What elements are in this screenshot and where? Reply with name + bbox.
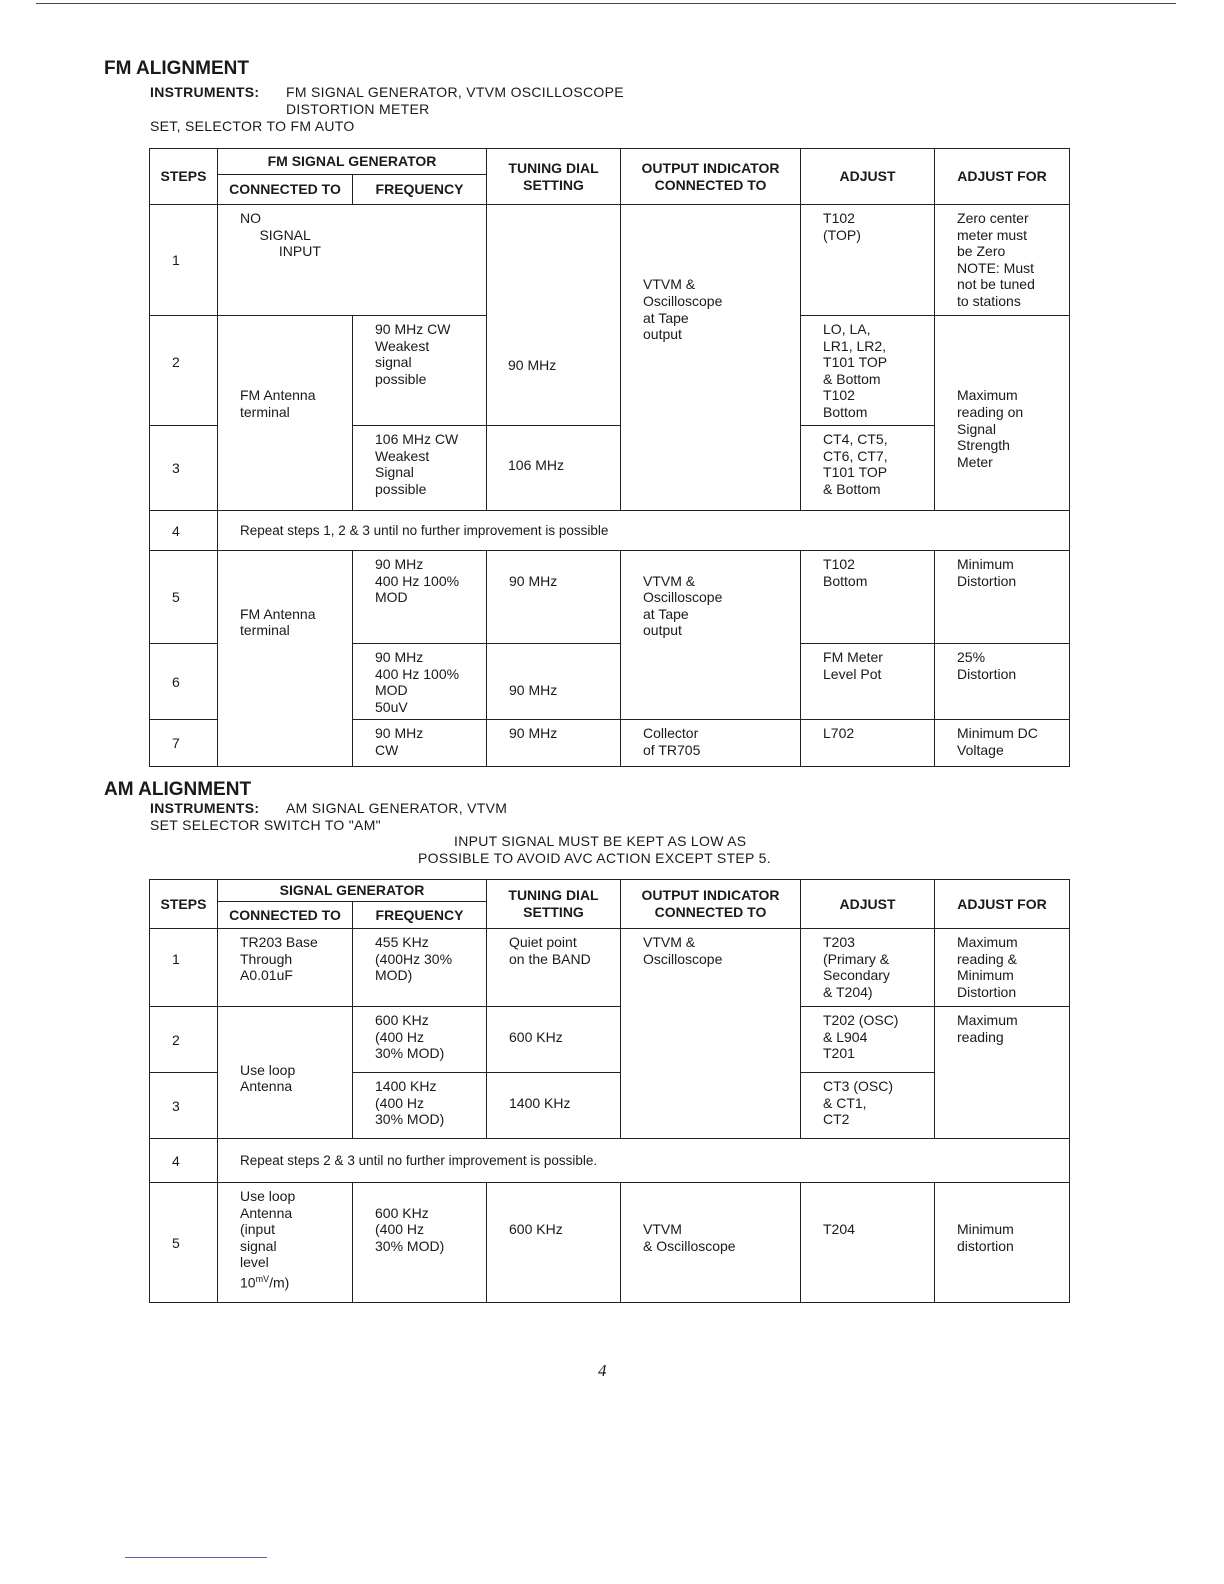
am-step-2-adjust-for: Maximum reading [957,1012,1018,1045]
am-steps-1-3-output: VTVM & Oscilloscope [643,934,723,967]
am-header-output: OUTPUT INDICATOR CONNECTED TO [621,880,801,929]
fm-header-adjust: ADJUST [801,149,935,205]
am-step-5-adjust: T204 [823,1221,855,1238]
am-step-2-frequency: 600 KHz (400 Hz 30% MOD) [375,1012,445,1062]
fm-header-steps: STEPS [150,149,218,205]
am-header-connected-to: CONNECTED TO [218,902,353,929]
am-alignment-table [149,879,1070,1303]
fm-steps-1-3-output: VTVM & Oscilloscope at Tape output [643,276,723,343]
am-step-3-adjust: CT3 (OSC) & CT1, CT2 [823,1078,893,1128]
am-step-1-adjust-for: Maximum reading & Minimum Distortion [957,934,1018,1000]
table-row [150,551,1070,644]
fm-step-7: 7 [150,720,218,767]
am-header-generator: SIGNAL GENERATOR [218,880,487,902]
fm-step-6-adjust-for: 25% Distortion [957,649,1017,682]
fm-header-tuning: TUNING DIAL SETTING [487,149,621,205]
fm-step-1: 1 [150,205,218,316]
fm-step-7-frequency: 90 MHz CW [375,725,424,758]
fm-step-6: 6 [150,644,218,720]
fm-step-1-signal: NO SIGNAL INPUT [240,210,321,260]
am-instruments-line1: AM SIGNAL GENERATOR, VTVM [286,800,508,816]
fm-instruments-line1: FM SIGNAL GENERATOR, VTVM OSCILLOSCOPE [286,84,624,100]
am-header-adjust-for: ADJUST FOR [935,880,1070,929]
am-step-2: 2 [150,1007,218,1073]
am-step-5-frequency: 600 KHz (400 Hz 30% MOD) [375,1204,445,1254]
fm-step-6-tuning: 90 MHz [509,682,558,699]
table-row [150,1139,1070,1183]
fm-steps-5-7-connected: FM Antenna terminal [240,605,316,639]
am-step-5-unit: mV [255,1273,270,1284]
am-step-5-tail: /m) [269,1274,290,1291]
fm-step-5-tuning: 90 MHz [509,572,558,589]
fm-step-2-adjust: LO, LA, LR1, LR2, T101 TOP & Bottom T102 Bottom [823,321,888,420]
fm-steps-2-3-connected: FM Antenna terminal [240,387,316,420]
fm-header-frequency: FREQUENCY [353,175,487,205]
am-step-4-note: Repeat steps 2 & 3 until no further improvement is possible. [240,1153,598,1168]
am-header-adjust: ADJUST [801,880,935,929]
fm-step-6-adjust: FM Meter Level Pot [823,649,883,682]
am-step-3: 3 [150,1073,218,1139]
fm-step-1-adjust: T102 (TOP) [823,210,861,243]
am-step-3-tuning: 1400 KHz [509,1094,571,1111]
table-row [150,1183,1070,1303]
am-step-1-adjust: T203 (Primary & Secondary & T204) [823,934,890,1000]
fm-header-connected-to: CONNECTED TO [218,175,353,205]
fm-step-7-tuning: 90 MHz [509,725,558,742]
table-row [150,929,1070,1007]
am-step-2-adjust: T202 (OSC) & L904 T201 [823,1012,899,1062]
am-selector-note: SET SELECTOR SWITCH TO "AM" [150,817,381,833]
am-step-1: 1 [150,929,218,1007]
am-step-2-tuning: 600 KHz [509,1028,563,1045]
am-steps-2-3-connected: Use loop Antenna [240,1061,296,1095]
am-step-5-output: VTVM & Oscilloscope [643,1221,736,1254]
am-step-1-connected: TR203 Base Through A0.01uF [240,934,318,984]
fm-step-2-tuning: 90 MHz [508,357,557,373]
am-instruments-label: INSTRUMENTS: [150,800,260,816]
am-header-steps: STEPS [150,880,218,929]
fm-instruments-line2: DISTORTION METER [286,101,430,117]
fm-step-2-frequency: 90 MHz CW Weakest signal possible [375,321,451,387]
fm-step-1-adjust-for: Zero center meter must be Zero NOTE: Must not be tuned to stations [957,210,1035,309]
am-step-1-frequency: 455 KHz (400Hz 30% MOD) [375,934,453,984]
fm-step-3-adjust: CT4, CT5, CT6, CT7, T101 TOP & Bottom [823,431,888,497]
fm-steps-2-3-adjust-for: Maximum reading on Signal Strength Meter [957,387,1024,470]
am-title: AM ALIGNMENT [104,779,252,800]
am-step-5-connected [218,1183,352,1295]
am-step-5-tuning: 600 KHz [509,1221,563,1238]
fm-header-adjust-for: ADJUST FOR [935,149,1070,205]
fm-step-3-frequency: 106 MHz CW Weakest Signal possible [375,431,459,497]
am-input-note-line1: INPUT SIGNAL MUST BE KEPT AS LOW AS [454,833,747,849]
am-step-5-connected-text: Use loop Antenna (input signal level [240,1188,296,1271]
fm-step-5-frequency: 90 MHz 400 Hz 100% MOD [375,556,460,606]
fm-selector-note: SET, SELECTOR TO FM AUTO [150,118,355,134]
am-header-tuning: TUNING DIAL SETTING [487,880,621,929]
fm-step-6-frequency: 90 MHz 400 Hz 100% MOD 50uV [375,649,460,715]
am-header-frequency: FREQUENCY [353,902,487,929]
fm-steps-5-6-output: VTVM & Oscilloscope at Tape output [643,572,723,639]
am-step-1-tuning: Quiet point on the BAND [509,934,591,967]
fm-title: FM ALIGNMENT [104,58,249,79]
fm-step-4-note: Repeat steps 1, 2 & 3 until no further improvement is possible [240,523,609,538]
top-rule [36,3,1176,4]
table-row [150,511,1070,551]
am-step-5-adjust-for: Minimum distortion [957,1221,1014,1254]
fm-header-generator: FM SIGNAL GENERATOR [218,149,487,175]
am-step-3-frequency: 1400 KHz (400 Hz 30% MOD) [375,1078,445,1128]
fm-instruments [150,84,259,100]
am-step-5: 5 [150,1183,218,1303]
bottom-rule [125,1557,267,1558]
fm-step-3-tuning: 106 MHz [508,457,565,473]
fm-tuning-divider [486,425,620,426]
table-row [150,1007,1070,1073]
page-number: 4 [598,1361,607,1380]
fm-step-4: 4 [150,511,218,551]
fm-alignment-table [149,148,1070,767]
fm-step-5: 5 [150,551,218,644]
fm-step-7-adjust: L702 [823,725,855,742]
table-row [150,205,1070,316]
am-step-5-level: 10 [240,1274,256,1291]
fm-step-7-adjust-for: Minimum DC Voltage [957,725,1038,758]
fm-step-3: 3 [150,426,218,511]
am-instruments [150,800,259,816]
am-input-note-line2: POSSIBLE TO AVOID AVC ACTION EXCEPT STEP 5. [418,850,771,866]
am-step-4: 4 [150,1139,218,1183]
fm-step-5-adjust: T102 Bottom [823,556,868,589]
fm-step-2: 2 [150,316,218,426]
fm-step-7-output: Collector of TR705 [643,725,701,758]
fm-instruments-label: INSTRUMENTS: [150,84,260,100]
fm-header-output: OUTPUT INDICATOR CONNECTED TO [621,149,801,205]
fm-step-5-adjust-for: Minimum Distortion [957,556,1017,589]
